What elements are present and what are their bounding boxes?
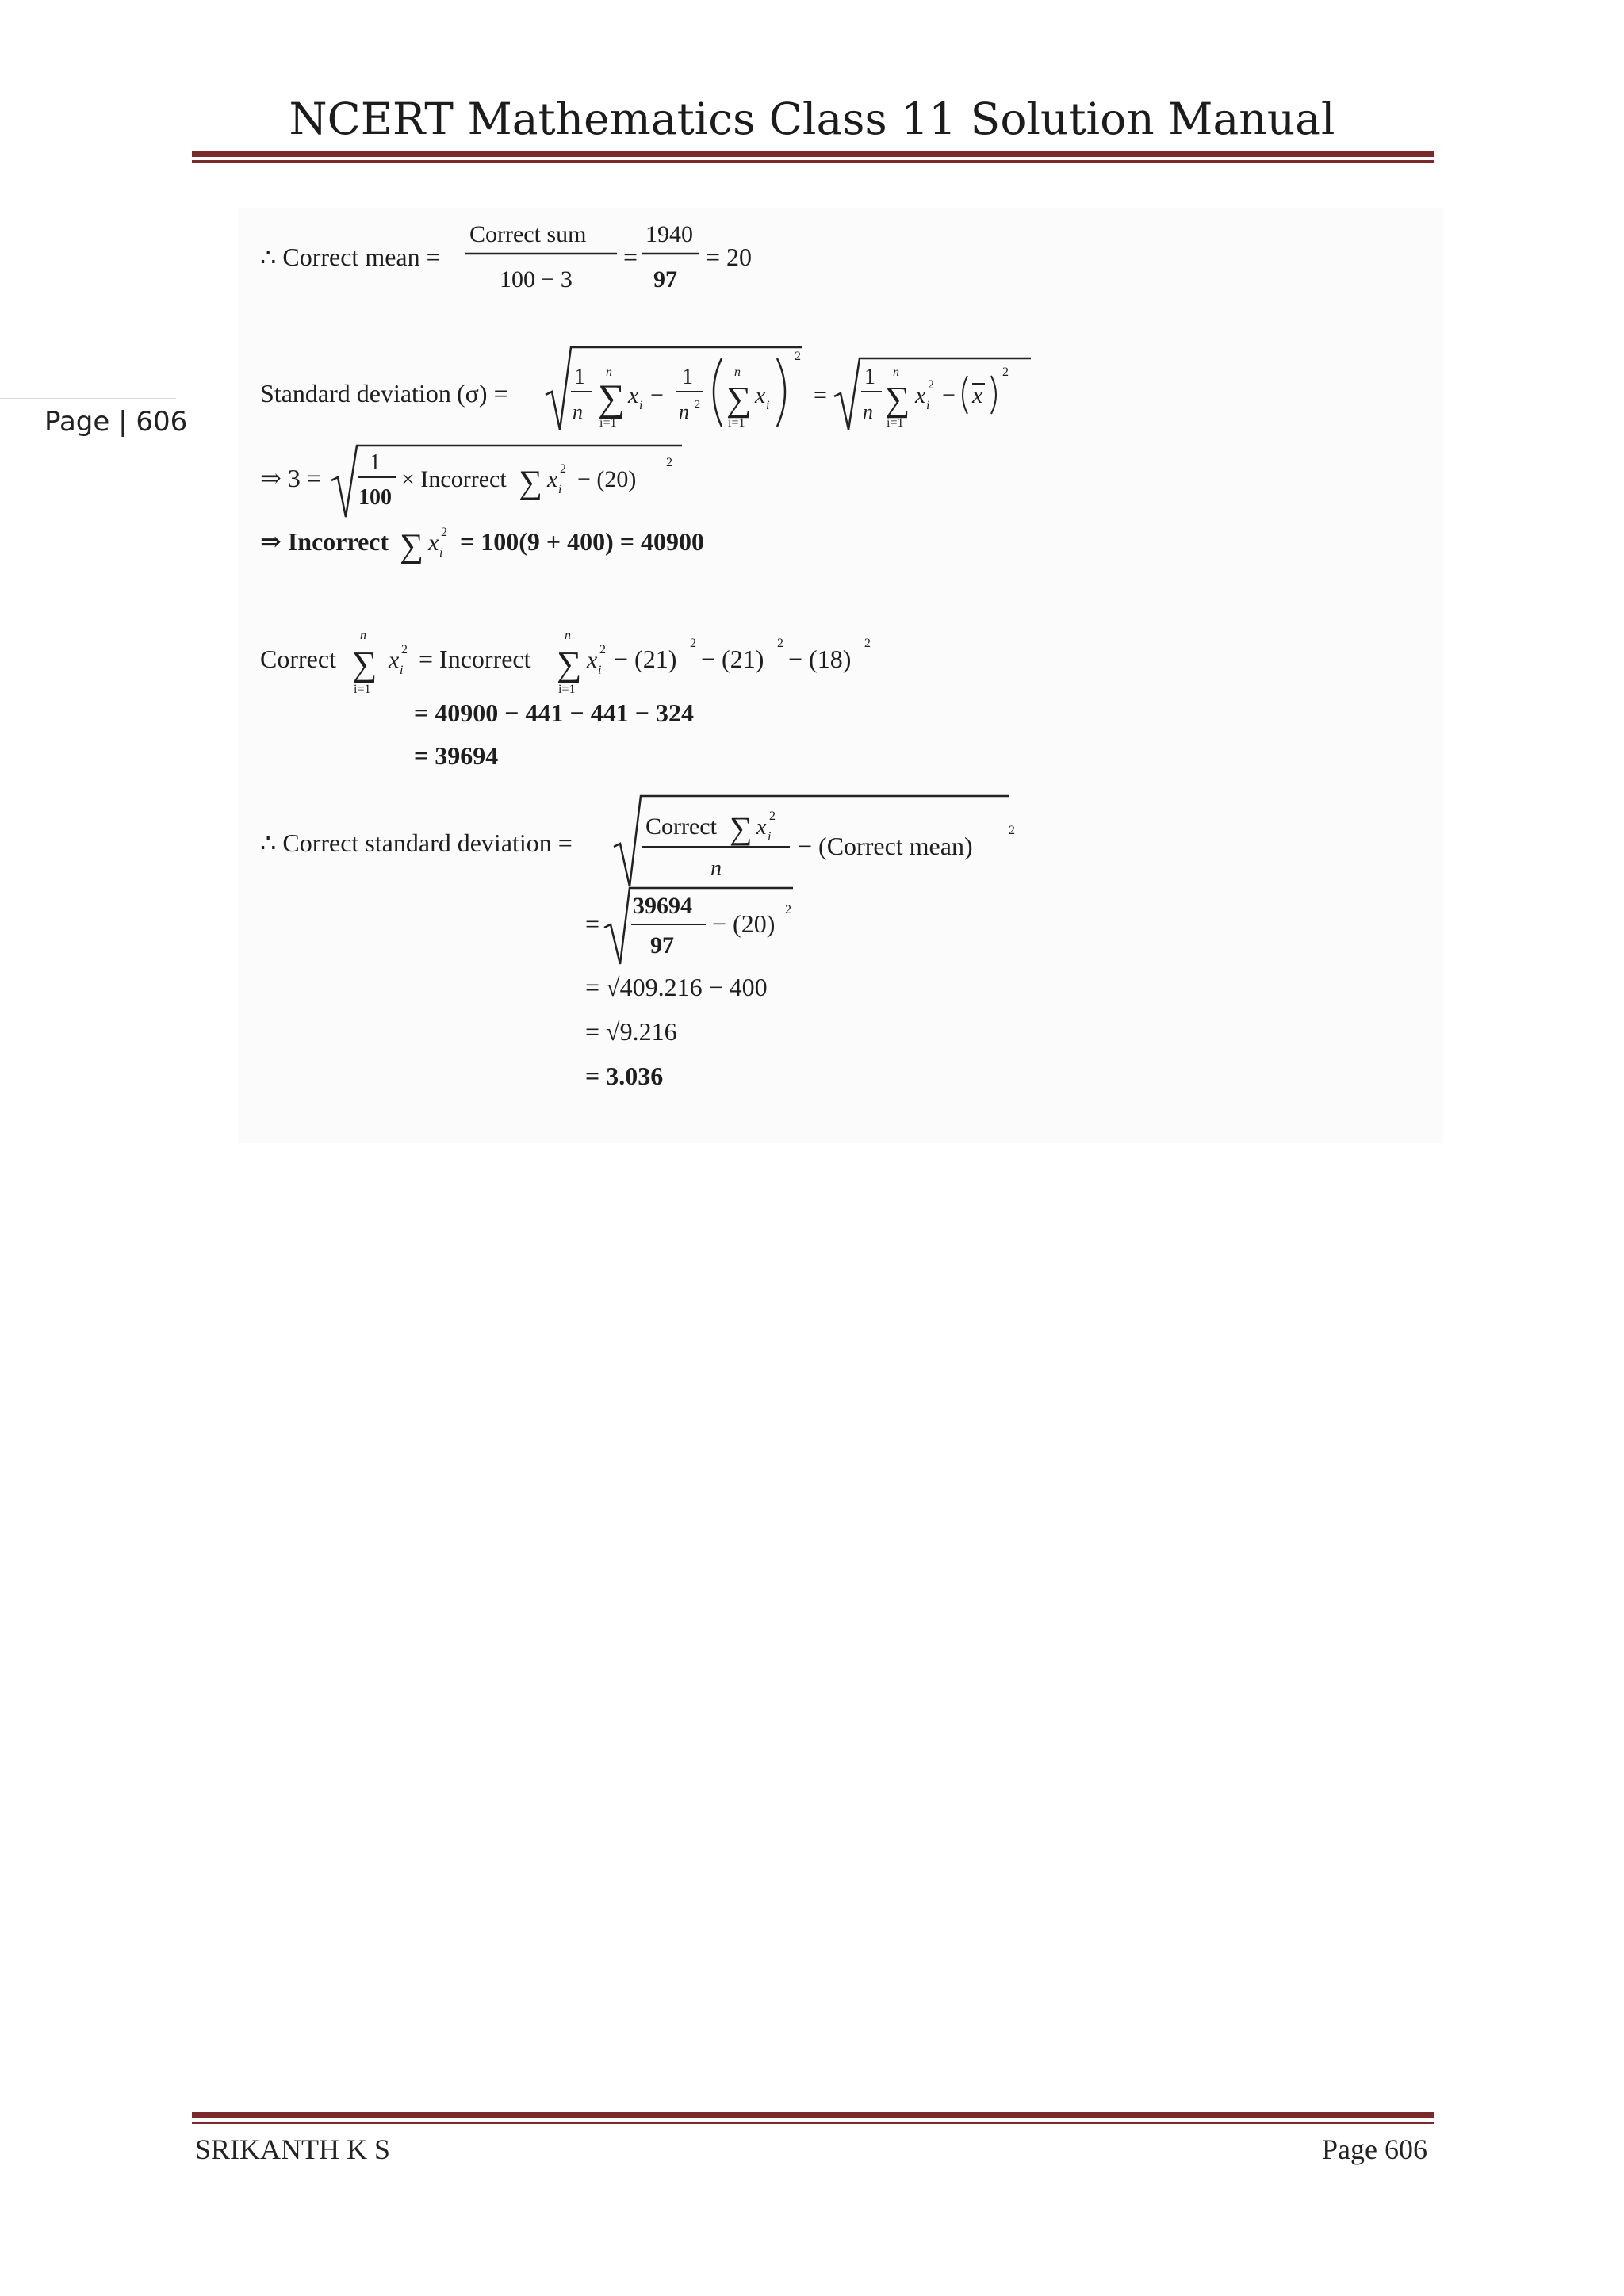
x-i-3-sq: 2 [928,378,934,392]
std-step1-minus: − (20) [712,909,776,938]
x-i-3-sub: i [926,399,930,412]
x-i-4-sq: 2 [560,462,566,476]
sum7-upper: n [565,629,571,642]
sum-sign-6: ∑ [352,645,377,683]
x-i-6: x [389,647,400,673]
x-i: x [628,382,639,408]
implies-three-line [260,446,682,517]
x-i-6-sub: i [400,664,404,677]
std-step1-den: 97 [650,932,674,959]
sq-18: 2 [864,637,871,650]
frac-correct: Correct [645,813,717,840]
fraction1-numerator: Correct sum [469,221,587,247]
correct-mean-result: = 20 [706,243,753,271]
margin-page-label: Page | 606 [44,406,188,438]
sum-sign-8: ∑ [730,810,753,846]
twenty-sq: 2 [666,456,672,469]
std-formula-line [260,347,1031,430]
minus-sign: − [650,382,664,408]
frac-one-3: 1 [370,450,381,475]
implies-three: ⇒ 3 = [260,464,321,492]
header-title: NCERT Mathematics Class 11 Solution Manual [289,94,1335,144]
sum6-upper: n [360,629,366,642]
sum-sign: ∑ [598,377,626,419]
std-step1-eq: = [585,909,600,938]
x-i-7-sub: i [598,664,602,677]
correct-label: Correct [260,645,336,673]
x-i-8-sq: 2 [769,809,776,823]
correct-std-prefix: ∴ Correct standard deviation = [260,828,573,857]
x-bar: x [972,382,983,408]
footer-author: SRIKANTH K S [195,2133,391,2165]
x-i-5-sub: i [439,546,443,560]
x-i-4-sub: i [558,483,562,496]
sum-sign-3: ∑ [885,380,910,419]
minus-21b: − (21) [701,645,764,673]
sum-sign-7: ∑ [557,645,582,683]
sum3-upper: n [893,365,899,379]
correct-sum-step1: = 40900 − 441 − 441 − 324 [414,698,694,727]
correct-std-line [260,796,1015,886]
std-step3: = √9.216 [585,1017,677,1046]
header-rule [192,151,1434,163]
frac3-one: 1 [864,365,875,389]
frac-hundred: 100 [358,485,392,510]
correct-sum-step2: = 39694 [414,741,499,770]
frac-n-8: n [710,856,722,881]
fraction1-denominator: 100 − 3 [500,266,573,293]
fraction2-denominator: 97 [653,266,677,293]
std-step1-sq: 2 [785,903,791,916]
sigma-symbol: (σ) = [457,379,508,408]
x-i-8: x [756,815,767,840]
eq-incorrect: = Incorrect [419,645,531,673]
x-i-8-sub: i [768,830,772,844]
std-result: = 3.036 [585,1062,664,1090]
x-i-4: x [547,466,558,492]
sum6-lower: i=1 [354,683,371,696]
sum2-lower: i=1 [728,416,745,430]
x-i-3: x [915,382,926,408]
sum-lower: i=1 [599,416,617,430]
correct-sum-line [260,629,871,696]
minus-18: − (18) [788,645,852,673]
solution-image [238,208,1443,1143]
x-i-5-sq: 2 [441,526,447,539]
solution-math [238,208,1443,1143]
std-step2: = √409.216 − 400 [585,973,768,1001]
std-step1-line [585,888,793,964]
minus-2: − [942,382,956,408]
frac2-one: 1 [682,365,693,389]
equals-sign: = [623,243,638,271]
frac3-n: n [863,400,873,423]
frac2-sq: 2 [695,399,700,411]
sum-sign-5: ∑ [400,528,423,564]
correct-mean-line [260,221,752,293]
fraction2-numerator: 1940 [645,221,693,247]
minus-21a: − (21) [614,645,677,673]
outer-sq: 2 [795,350,801,363]
margin-divider [0,398,176,399]
sum-sign-2: ∑ [726,380,752,419]
sq-21b: 2 [777,637,783,650]
correct-mean-prefix: ∴ Correct mean = [260,243,441,271]
frac-n: n [573,400,583,423]
incorrect-sum-value: = 100(9 + 400) = 40900 [460,527,705,556]
x-i-sub: i [639,399,643,412]
x-i-6-sq: 2 [401,643,408,656]
mean-sq: 2 [1009,824,1015,837]
footer-rule [192,2112,1434,2124]
incorrect-sum-line [260,526,704,564]
footer-page-number: Page 606 [1322,2133,1427,2165]
frac2-n: n [679,400,689,423]
times-incorrect: × Incorrect [401,466,507,492]
x-bar-sq: 2 [1002,365,1009,379]
sum7-lower: i=1 [558,683,576,696]
equals-2: = [814,382,827,408]
x-i-7: x [587,647,598,673]
x-i-2: x [755,382,766,408]
sum2-upper: n [734,365,741,379]
sum3-lower: i=1 [887,416,904,430]
sum-upper: n [606,365,612,379]
x-i-2-sub: i [766,399,770,412]
x-i-5: x [428,530,439,556]
minus-correct-mean: − (Correct mean) [798,832,973,860]
frac-one: 1 [574,365,585,389]
std-label: Standard deviation [260,379,451,408]
x-i-7-sq: 2 [599,643,606,656]
std-step1-num: 39694 [633,893,692,919]
sq-21a: 2 [690,637,696,650]
minus-twenty: − (20) [577,466,637,492]
sum-sign-4: ∑ [519,465,542,501]
incorrect-label: ⇒ Incorrect [260,527,389,556]
